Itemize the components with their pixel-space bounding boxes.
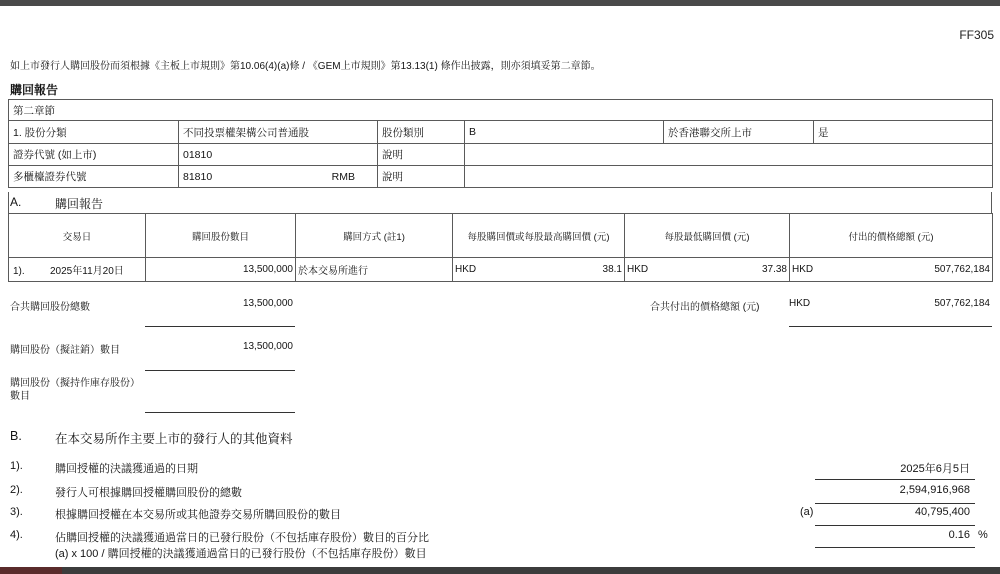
high-price-currency: HKD [455, 264, 477, 275]
mandate-total-value: 2,594,916,968 [899, 484, 970, 496]
item-index: 2). [10, 484, 23, 496]
percentage-value: 0.16 [948, 529, 970, 541]
repurchased-under-mandate-underline [815, 525, 975, 526]
section-b-title: 在本交易所作主要上市的發行人的其他資料 [55, 432, 293, 446]
column-header-method: 購回方式 (註1) [296, 214, 453, 258]
cancel-shares-value: 13,500,000 [242, 341, 293, 352]
section-two-table [8, 99, 993, 188]
resolution-date-value: 2025年6月5日 [900, 463, 970, 475]
treasury-shares-label: 購回股份（擬持作庫存股份） 數目 [10, 378, 140, 402]
total-paid-value: 507,762,184 [934, 264, 990, 275]
total-paid-label: 合共付出的價格總額 (元) [650, 302, 760, 313]
item-index: 4). [10, 529, 23, 541]
percentage-unit: % [978, 529, 988, 541]
item-index: 3). [10, 506, 23, 518]
listed-value: 是 [814, 121, 993, 144]
column-header-trading-date: 交易日 [9, 214, 146, 258]
multi-counter-cell [179, 166, 378, 188]
low-price-value: 37.38 [761, 264, 787, 275]
table-row [9, 258, 993, 282]
stock-code-description-label: 說明 [378, 144, 465, 166]
share-type-value: B [465, 121, 664, 144]
total-paid-sum-currency: HKD [789, 298, 811, 309]
repurchased-under-mandate-value: 40,795,400 [914, 506, 970, 518]
form-code: FF305 [959, 28, 994, 42]
share-class-label: 1. 股份分類 [9, 121, 179, 144]
high-price-cell [453, 258, 625, 282]
mandate-total-underline [815, 503, 975, 504]
multi-counter-label: 多櫃檯證券代號 [9, 166, 179, 188]
cancel-shares-underline [145, 370, 295, 371]
resolution-date-label: 購回授權的決議獲通過的日期 [55, 463, 198, 475]
column-header-low-price: 每股最低購回價 (元) [625, 214, 790, 258]
multi-counter-description-label: 說明 [378, 166, 465, 188]
section-a-letter: A. [10, 195, 22, 209]
section-a-heading [8, 192, 992, 213]
total-shares-underline [145, 326, 295, 327]
trading-date-cell [9, 258, 146, 282]
high-price-value: 38.1 [602, 264, 622, 275]
item-index: 1). [10, 460, 23, 472]
total-paid-sum-value: 507,762,184 [934, 298, 990, 309]
section-a-title: 購回報告 [55, 197, 104, 211]
disclosure-notice: 如上市發行人購回股份而須根據《主板上市規則》第10.06(4)(a)條 / 《GEM上市規則》第13.13(1) 條作出披露，則亦須填妥第二章節。 [10, 61, 601, 72]
stock-code-label: 證券代號 (如上市) [9, 144, 179, 166]
stock-code-description-cell [465, 144, 993, 166]
repurchased-under-mandate-tag: (a) [800, 506, 814, 518]
row-index: 1). [13, 266, 25, 277]
buyback-table [8, 213, 993, 282]
multi-counter-currency: RMB [331, 170, 355, 183]
share-type-label: 股份類別 [378, 121, 465, 144]
method-cell: 於本交易所進行 [296, 258, 453, 282]
section-two-heading: 第二章節 [9, 100, 993, 121]
total-paid-cell [790, 258, 993, 282]
stock-code-value: 01810 [179, 144, 378, 166]
total-paid-currency: HKD [792, 264, 814, 275]
column-header-high-price: 每股購回價或每股最高購回價 (元) [453, 214, 625, 258]
percentage-underline [815, 547, 975, 548]
resolution-date-underline [815, 479, 975, 480]
multi-counter-value: 81810 [183, 170, 213, 183]
viewer-top-bar [0, 0, 1000, 6]
listed-label: 於香港聯交所上市 [664, 121, 814, 144]
column-header-shares: 購回股份數目 [146, 214, 296, 258]
low-price-cell [625, 258, 790, 282]
total-paid-underline [789, 326, 992, 327]
low-price-currency: HKD [627, 264, 649, 275]
cancel-shares-label: 購回股份（擬註銷）數目 [10, 345, 120, 356]
multi-counter-description-cell [465, 166, 993, 188]
section-b-letter: B. [10, 429, 22, 443]
repurchased-under-mandate-label: 根據購回授權在本交易所或其他證券交易所購回股份的數目 [55, 509, 341, 521]
report-title: 購回報告 [10, 83, 59, 97]
share-class-value: 不同投票權架構公司普通股 [179, 121, 378, 144]
buyback-table-header [9, 214, 993, 258]
percentage-formula: (a) x 100 / 購回授權的決議獲通過當日的已發行股份（不包括庫存股份）數目 [55, 548, 427, 560]
trading-date: 2025年11月20日 [50, 266, 124, 277]
mandate-total-label: 發行人可根據購回授權購回股份的總數 [55, 487, 242, 499]
total-shares-label: 合共購回股份總數 [10, 302, 90, 313]
shares-cell: 13,500,000 [146, 258, 296, 282]
percentage-label: 佔購回授權的決議獲通過當日的已發行股份（不包括庫存股份）數目的百分比 [55, 532, 429, 544]
treasury-shares-underline [145, 412, 295, 413]
viewer-bottom-bar [0, 567, 1000, 574]
column-header-total-paid: 付出的價格總額 (元) [790, 214, 993, 258]
total-shares-value: 13,500,000 [242, 298, 293, 309]
viewer-bottom-accent [0, 567, 62, 574]
